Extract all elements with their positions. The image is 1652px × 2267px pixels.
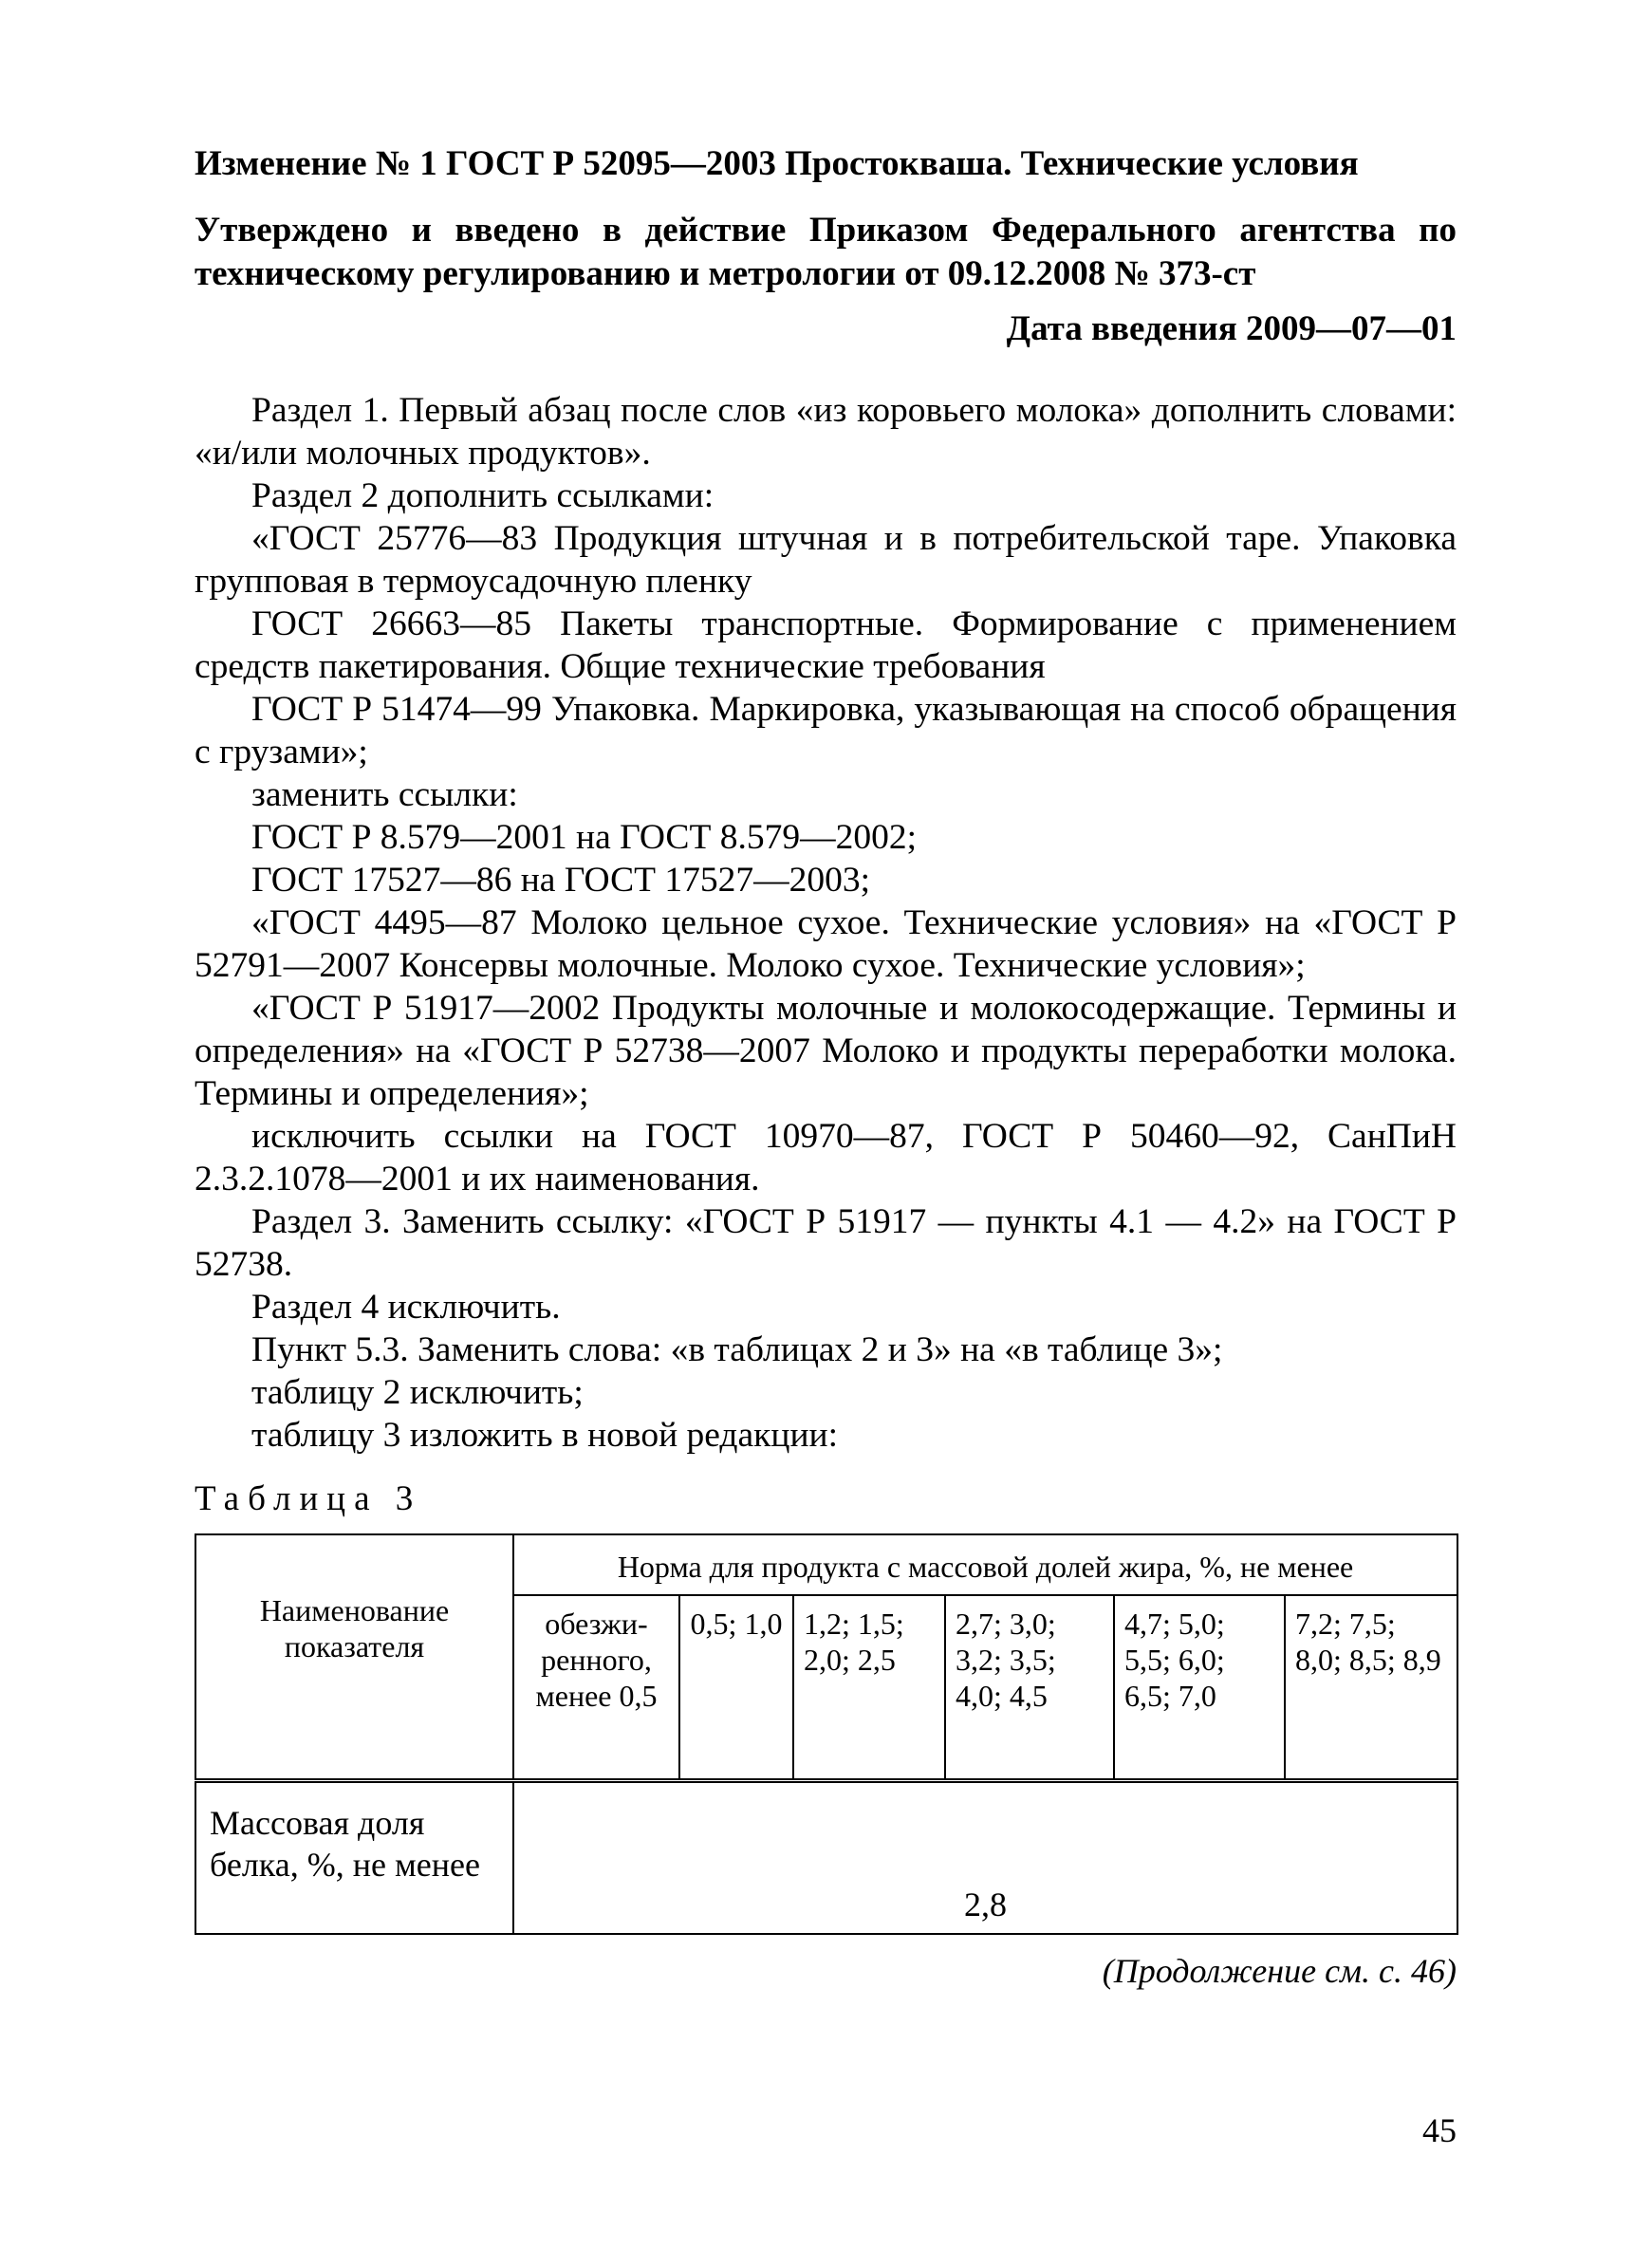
effective-date: Дата введения 2009—07—01	[1006, 309, 1457, 348]
approval-statement: Утверждено и введено в действие Приказом Федерального агентства по техническому регулированию и метрологии от 09.12.2008 № 373-ст	[195, 211, 1457, 293]
paragraph: Пункт 5.3. Заменить слова: «в таблицах 2 и 3» на «в таблице 3»;	[251, 1330, 1223, 1369]
document-page	[195, 142, 1457, 1992]
row-indicator-name: Массовая доля белка, %, не менее	[195, 1781, 513, 1935]
indicator-header: Наименование показателя	[195, 1534, 513, 1781]
paragraph: заменить ссылки:	[251, 775, 518, 814]
amendment-body	[195, 389, 1457, 1457]
fat-column-header: 7,2; 7,5; 8,0; 8,5; 8,9	[1285, 1595, 1457, 1781]
fat-column-header: 1,2; 1,5; 2,0; 2,5	[793, 1595, 945, 1781]
paragraph: Раздел 4 исключить.	[251, 1288, 561, 1327]
paragraph: ГОСТ 26663—85 Пакеты транспортные. Формирование с применением средств пакетирования. Общие технические требования	[195, 604, 1457, 686]
paragraph: Раздел 3. Заменить ссылку: «ГОСТ Р 51917 — пункты 4.1 — 4.2» на ГОСТ Р 52738.	[195, 1202, 1457, 1284]
norm-header: Норма для продукта с массовой долей жира, %, не менее	[513, 1534, 1457, 1595]
paragraph: ГОСТ Р 51474—99 Упаковка. Маркировка, указывающая на способ обращения с грузами»;	[195, 690, 1457, 771]
paragraph: исключить ссылки на ГОСТ 10970—87, ГОСТ Р 50460—92, СанПиН 2.3.2.1078—2001 и их наименования.	[195, 1117, 1457, 1199]
fat-column-header: обезжи-ренного, менее 0,5	[513, 1595, 679, 1781]
paragraph: «ГОСТ 4495—87 Молоко цельное сухое. Технические условия» на «ГОСТ Р 52791—2007 Консервы молочные. Молоко сухое. Технические условия»;	[195, 903, 1457, 985]
paragraph: таблицу 3 изложить в новой редакции:	[251, 1416, 838, 1455]
fat-column-header: 4,7; 5,0; 5,5; 6,0; 6,5; 7,0	[1114, 1595, 1285, 1781]
table-row	[195, 1781, 1457, 1935]
paragraph: Раздел 1. Первый абзац после слов «из коровьего молока» дополнить словами: «и/или молочных продуктов».	[195, 391, 1457, 473]
row-value: 2,8	[513, 1781, 1457, 1935]
norms-table	[195, 1533, 1458, 1935]
fat-column-header: 0,5; 1,0	[679, 1595, 793, 1781]
paragraph: Раздел 2 дополнить ссылками:	[251, 476, 715, 515]
document-title: Изменение № 1 ГОСТ Р 52095—2003 Простокваша. Технические условия	[195, 144, 1359, 183]
fat-column-header: 2,7; 3,0; 3,2; 3,5; 4,0; 4,5	[945, 1595, 1114, 1781]
paragraph: «ГОСТ 25776—83 Продукция штучная и в потребительской таре. Упаковка групповая в термоусадочную пленку	[195, 519, 1457, 601]
paragraph: ГОСТ 17527—86 на ГОСТ 17527—2003;	[251, 861, 871, 900]
paragraph: «ГОСТ Р 51917—2002 Продукты молочные и молокосодержащие. Термины и определения» на «ГОСТ Р 52738—2007 Молоко и продукты переработки молока. Термины и определения»;	[195, 989, 1457, 1113]
page-number: 45	[1422, 2111, 1457, 2149]
paragraph: ГОСТ Р 8.579—2001 на ГОСТ 8.579—2002;	[251, 818, 918, 857]
continuation-note: (Продолжение см. с. 46)	[1102, 1952, 1457, 1990]
paragraph: таблицу 2 исключить;	[251, 1373, 584, 1412]
table-caption: Таблица 3	[195, 1479, 422, 1518]
